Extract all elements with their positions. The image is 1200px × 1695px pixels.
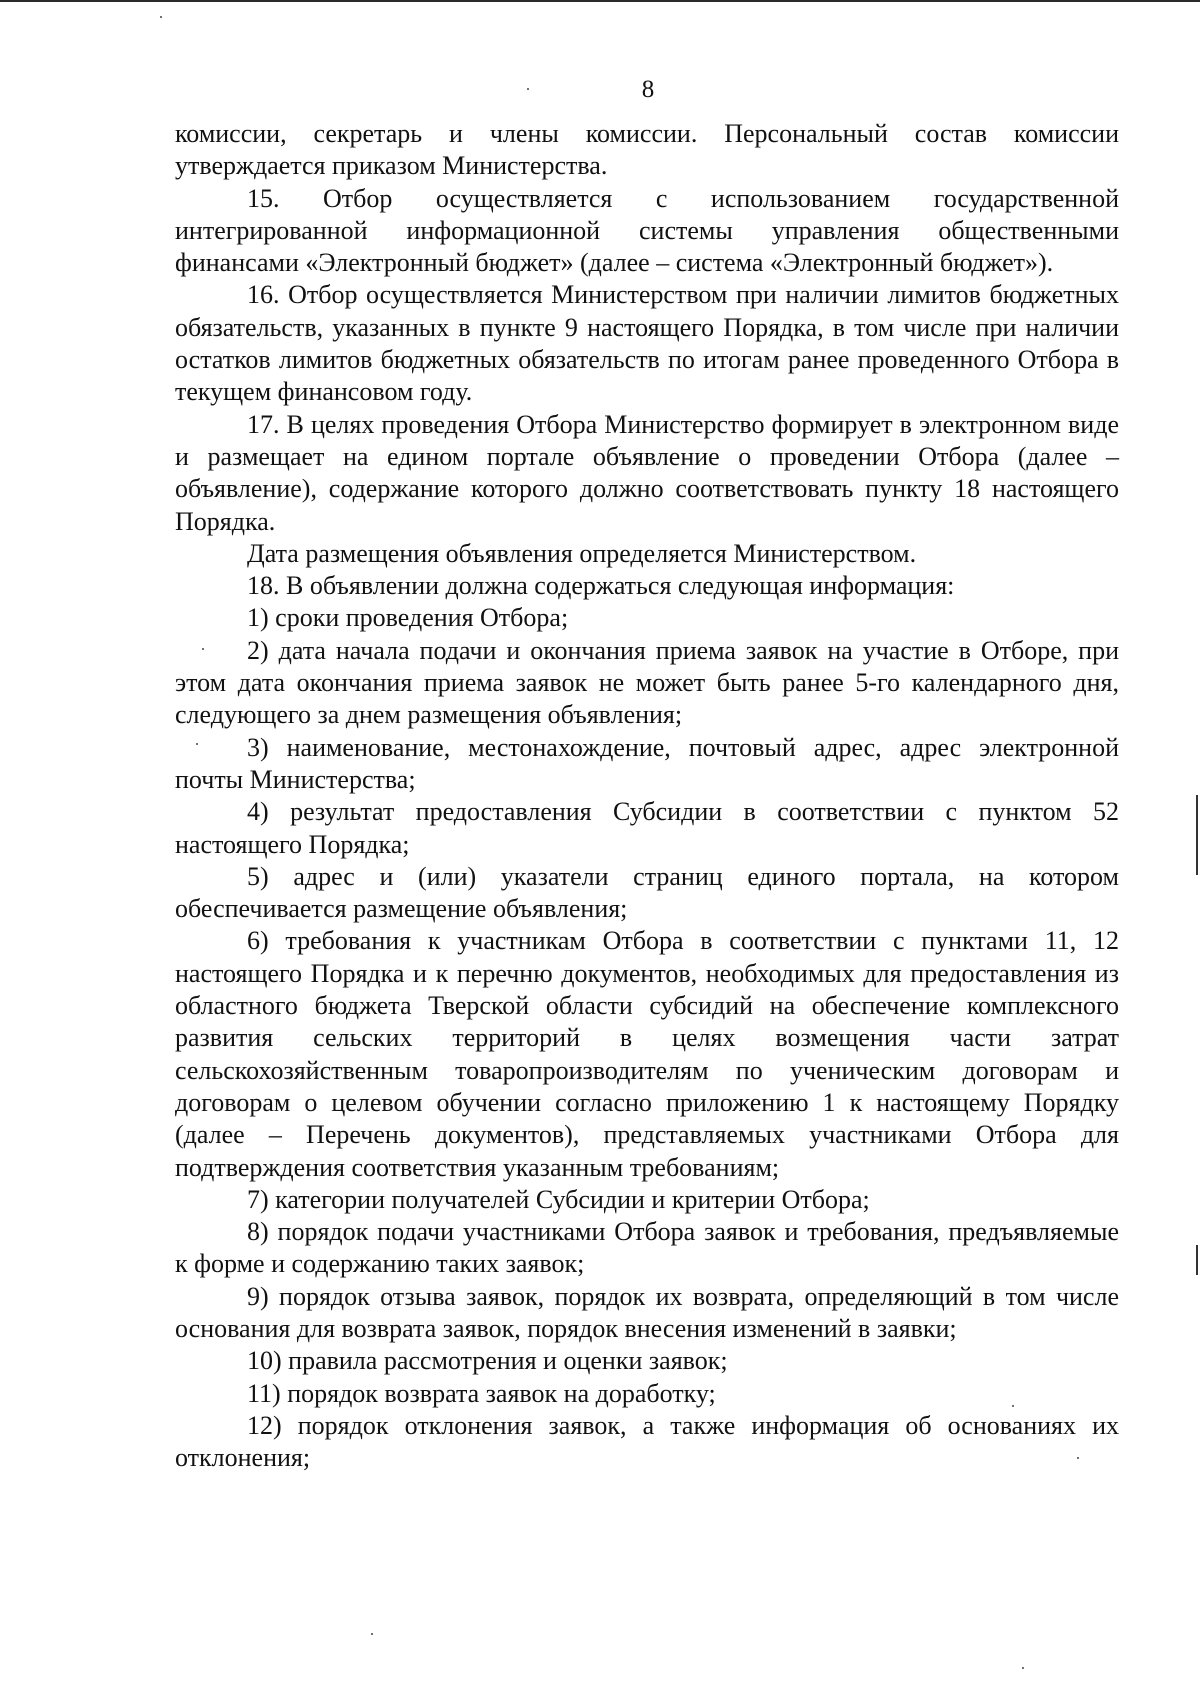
scan-edge xyxy=(0,0,1200,2)
list-item: 5) адрес и (или) указатели страниц единого портала, на котором обеспечивается размещение объявления; xyxy=(175,861,1119,924)
paragraph: комиссии, секретарь и члены комиссии. Персональный состав комиссии утверждается приказом Министерства. xyxy=(175,119,1119,181)
paragraph: 15. Отбор осуществляется с использованием государственной интегрированной информационной системы управления общественными финансами «Электронный бюджет» (далее – система «Электронный бюджет»). xyxy=(175,183,1119,278)
list-item: 7) категории получателей Субсидии и критерии Отбора; xyxy=(247,1184,870,1214)
paragraph: 18. В объявлении должна содержаться следующая информация: xyxy=(247,571,955,601)
scan-speck xyxy=(1022,1667,1024,1669)
list-item: 9) порядок отзыва заявок, порядок их возврата, определяющий в том числе основания для возврата заявок, порядок внесения изменений в заявки; xyxy=(175,1281,1119,1343)
scan-speck xyxy=(527,88,529,90)
scan-speck xyxy=(196,743,198,745)
list-item: 6) требования к участникам Отбора в соответствии с пунктами 11, 12 настоящего Порядка и к перечню документов, необходимых для предоставления из областного бюджета Тверской области субсидий на обеспечение комплексного развития сельских территорий в целях возмещения части затрат сельскохозяйственным товаропроизводителям по ученическим договорам и договорам о целевом обучении согласно приложению 1 к настоящему Порядку (далее – Перечень документов), представляемых участниками Отбора для подтверждения соответствия указанным требованиям; xyxy=(175,926,1119,1182)
scan-speck xyxy=(1012,1405,1014,1407)
list-item: 4) результат предоставления Субсидии в соответствии с пунктом 52 настоящего Порядка; xyxy=(175,797,1119,859)
scan-edge-mark xyxy=(1196,1245,1198,1275)
paragraph: Дата размещения объявления определяется Министерством. xyxy=(247,538,917,568)
list-item: 12) порядок отклонения заявок, а также информация об основаниях их отклонения; xyxy=(175,1410,1119,1473)
scan-speck xyxy=(202,648,204,650)
list-item: 8) порядок подачи участниками Отбора заявок и требования, предъявляемые к форме и содержанию таких заявок; xyxy=(175,1217,1119,1279)
paragraph: 17. В целях проведения Отбора Министерство формирует в электронном виде и размещает на едином портале объявление о проведении Отбора (далее – объявление), содержание которого должно соответствовать пункту 18 настоящего Порядка. xyxy=(175,409,1119,536)
list-item: 2) дата начала подачи и окончания приема заявок на участие в Отборе, при этом дата окончания приема заявок не может быть ранее 5-го календарного дня, следующего за днем размещения объявления; xyxy=(175,635,1119,730)
scan-speck xyxy=(371,1633,373,1635)
list-item: 3) наименование, местонахождение, почтовый адрес, адрес электронной почты Министерства; xyxy=(175,732,1119,794)
list-item: 1) сроки проведения Отбора; xyxy=(247,603,569,633)
list-item: 10) правила рассмотрения и оценки заявок; xyxy=(247,1346,728,1376)
paragraph: 16. Отбор осуществляется Министерством при наличии лимитов бюджетных обязательств, указанных в пункте 9 настоящего Порядка, в том числе при наличии остатков лимитов бюджетных обязательств по итогам ранее проведенного Отбора в текущем финансовом году. xyxy=(175,280,1119,407)
scan-speck xyxy=(160,16,162,18)
scan-speck xyxy=(1077,1457,1079,1459)
page-number: 8 xyxy=(641,76,655,103)
scan-edge-mark xyxy=(1196,795,1198,875)
list-item: 11) порядок возврата заявок на доработку; xyxy=(247,1378,716,1408)
document-body xyxy=(175,118,1119,1474)
